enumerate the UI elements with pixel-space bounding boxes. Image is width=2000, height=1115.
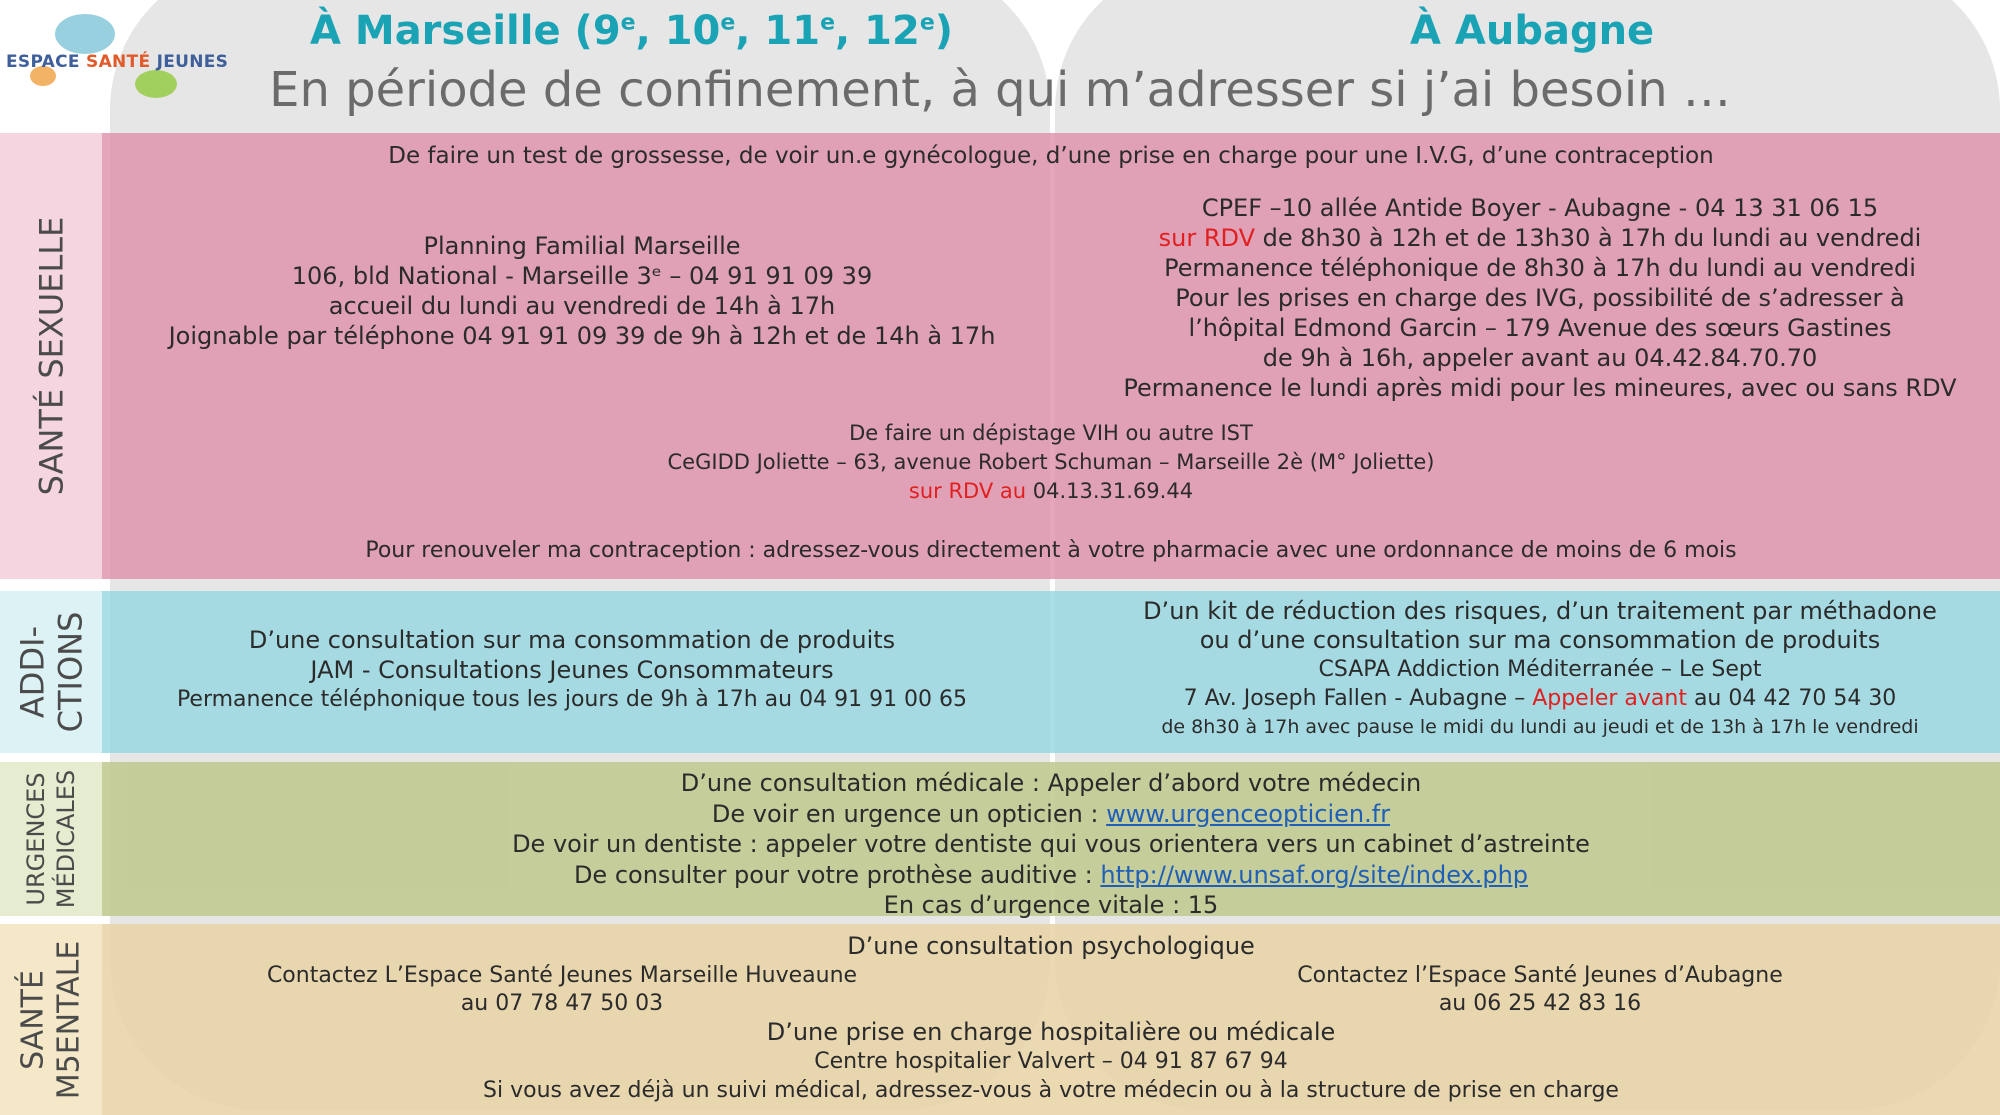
- jam-phone: Permanence téléphonique tous les jours de 9h à 17h au 04 91 91 00 65: [176, 687, 968, 712]
- sexual-health-heading: De faire un test de grossesse, de voir un.e gynécologue, d’une prise en charge pour une I.V.G, d’une contraception: [388, 143, 1714, 169]
- planning-familial-block: [102, 231, 1062, 351]
- addictions-side-tab: [0, 591, 102, 753]
- dentist-line: De voir un dentiste : appeler votre dentiste qui vous orientera vers un cabinet d’astreinte: [512, 830, 1590, 858]
- cpef-minors-info: Permanence le lundi après midi pour les mineures, avec ou sans RDV: [1123, 374, 1957, 402]
- hearing-aid-line: De consulter pour votre prothèse auditive : http://www.unsaf.org/site/index.php: [573, 860, 1529, 889]
- aubagne-title: À Aubagne: [1410, 8, 1655, 54]
- doctor-consultation: D’une consultation médicale : Appeler d’abord votre médecin: [680, 769, 1422, 797]
- cpef-phone-hours: Permanence téléphonique de 8h30 à 17h du lundi au vendredi: [1164, 254, 1916, 282]
- followup-advice: Si vous avez déjà un suivi médical, adressez-vous à votre médecin ou à la structure de prise en charge: [483, 1078, 1619, 1103]
- emergencies-section: [0, 762, 2000, 919]
- csapa-heading-1: D’un kit de réduction des risques, d’un traitement par méthadone: [1143, 597, 1937, 625]
- planning-familial-phone: Joignable par téléphone 04 91 91 09 39 de 9h à 12h et de 14h à 17h: [168, 322, 996, 350]
- psych-consultation-heading: D’une consultation psychologique: [847, 932, 1255, 960]
- hospital-heading: D’une prise en charge hospitalière ou médicale: [766, 1018, 1336, 1046]
- cpef-hours: sur RDV de 8h30 à 12h et de 13h30 à 17h du lundi au vendredi: [1158, 224, 1922, 252]
- planning-familial-address: 106, bld National - Marseille 3ᵉ – 04 91 91 09 39: [291, 262, 873, 290]
- csapa-hours: de 8h30 à 17h avec pause le midi du lundi au jeudi et de 13h à 17h le vendredi: [1161, 716, 1919, 738]
- contraception-renewal: Pour renouveler ma contraception : adressez-vous directement à votre pharmacie avec une ordonnance de moins de 6 mois: [365, 538, 1737, 563]
- page-subtitle: En période de confinement, à qui m’adresser si j’ai besoin …: [269, 62, 1731, 118]
- logo-hand-icon-blue: [55, 14, 115, 54]
- esj-aubagne-block: [1080, 962, 2000, 1018]
- esj-marseille-phone: au 07 78 47 50 03: [460, 991, 664, 1016]
- esj-marseille-name: Contactez L’Espace Santé Jeunes Marseille Huveaune: [266, 963, 858, 988]
- cegidd-rdv-highlight: sur RDV au: [908, 479, 1027, 503]
- valvert-hospital: Centre hospitalier Valvert – 04 91 87 67 94: [814, 1049, 1288, 1074]
- planning-familial-name: Planning Familial Marseille: [423, 232, 741, 260]
- cpef-address: CPEF –10 allée Antide Boyer - Aubagne - 04 13 31 06 15: [1201, 194, 1879, 222]
- sexual-health-side-tab: [0, 133, 102, 579]
- mental-health-label: SANTÉ M5ENTALE: [15, 940, 86, 1099]
- marseille-title: À Marseille (9e, 10e, 11e, 12e): [310, 8, 954, 54]
- hospital-block: [102, 1018, 2000, 1105]
- optician-line: De voir en urgence un opticien : www.urgenceopticien.fr: [711, 799, 1391, 828]
- sexual-health-section: [0, 133, 2000, 579]
- esj-aubagne-name: Contactez l’Espace Santé Jeunes d’Aubagne: [1297, 963, 1783, 988]
- addictions-label: ADDI- CTIONS: [13, 611, 90, 733]
- mental-health-section: [0, 924, 2000, 1115]
- emergencies-side-tab: [0, 762, 102, 916]
- jam-block: [102, 625, 1042, 715]
- vital-emergency-line: En cas d’urgence vitale : 15: [883, 891, 1219, 919]
- mental-health-side-tab: [0, 924, 102, 1115]
- logo-text: ESPACE SANTÉ JEUNES: [6, 52, 229, 72]
- csapa-call-ahead-highlight: Appeler avant: [1532, 686, 1687, 711]
- csapa-name: CSAPA Addiction Méditerranée – Le Sept: [1318, 657, 1762, 682]
- sexual-health-label: SANTÉ SEXUELLE: [32, 216, 71, 496]
- csapa-address: 7 Av. Joseph Fallen - Aubagne – Appeler avant au 04 42 70 54 30: [1183, 686, 1897, 711]
- cpef-rdv-highlight: sur RDV: [1158, 224, 1255, 252]
- planning-familial-hours: accueil du lundi au vendredi de 14h à 17h: [328, 292, 836, 320]
- cpef-ivg-info: Pour les prises en charge des IVG, possibilité de s’adresser à: [1175, 284, 1905, 312]
- esj-marseille-block: [102, 962, 1022, 1018]
- screening-heading: De faire un dépistage VIH ou autre IST: [849, 421, 1253, 445]
- cpef-hospital-address: l’hôpital Edmond Garcin – 179 Avenue des sœurs Gastines: [1188, 314, 1892, 342]
- jam-name: JAM - Consultations Jeunes Consommateurs: [310, 656, 834, 684]
- emergencies-block: [102, 768, 2000, 921]
- addictions-section: [0, 591, 2000, 753]
- optician-link[interactable]: www.urgenceopticien.fr: [1106, 799, 1391, 828]
- cegidd-block: [102, 419, 2000, 506]
- csapa-block: [1080, 597, 2000, 742]
- esj-aubagne-phone: au 06 25 42 83 16: [1438, 991, 1642, 1016]
- cpef-hospital-hours: de 9h à 16h, appeler avant au 04.42.84.70.70: [1262, 344, 1818, 372]
- emergencies-label: URGENCES MÉDICALES: [22, 769, 80, 909]
- jam-heading: D’une consultation sur ma consommation de produits: [248, 626, 896, 654]
- cpef-block: [1080, 193, 2000, 403]
- cegidd-phone: sur RDV au 04.13.31.69.44: [908, 479, 1194, 503]
- unsaf-link[interactable]: http://www.unsaf.org/site/index.php: [1100, 860, 1529, 889]
- cegidd-address: CeGIDD Joliette – 63, avenue Robert Schuman – Marseille 2è (M° Joliette): [667, 450, 1435, 474]
- csapa-heading-2: ou d’une consultation sur ma consommation de produits: [1199, 626, 1881, 654]
